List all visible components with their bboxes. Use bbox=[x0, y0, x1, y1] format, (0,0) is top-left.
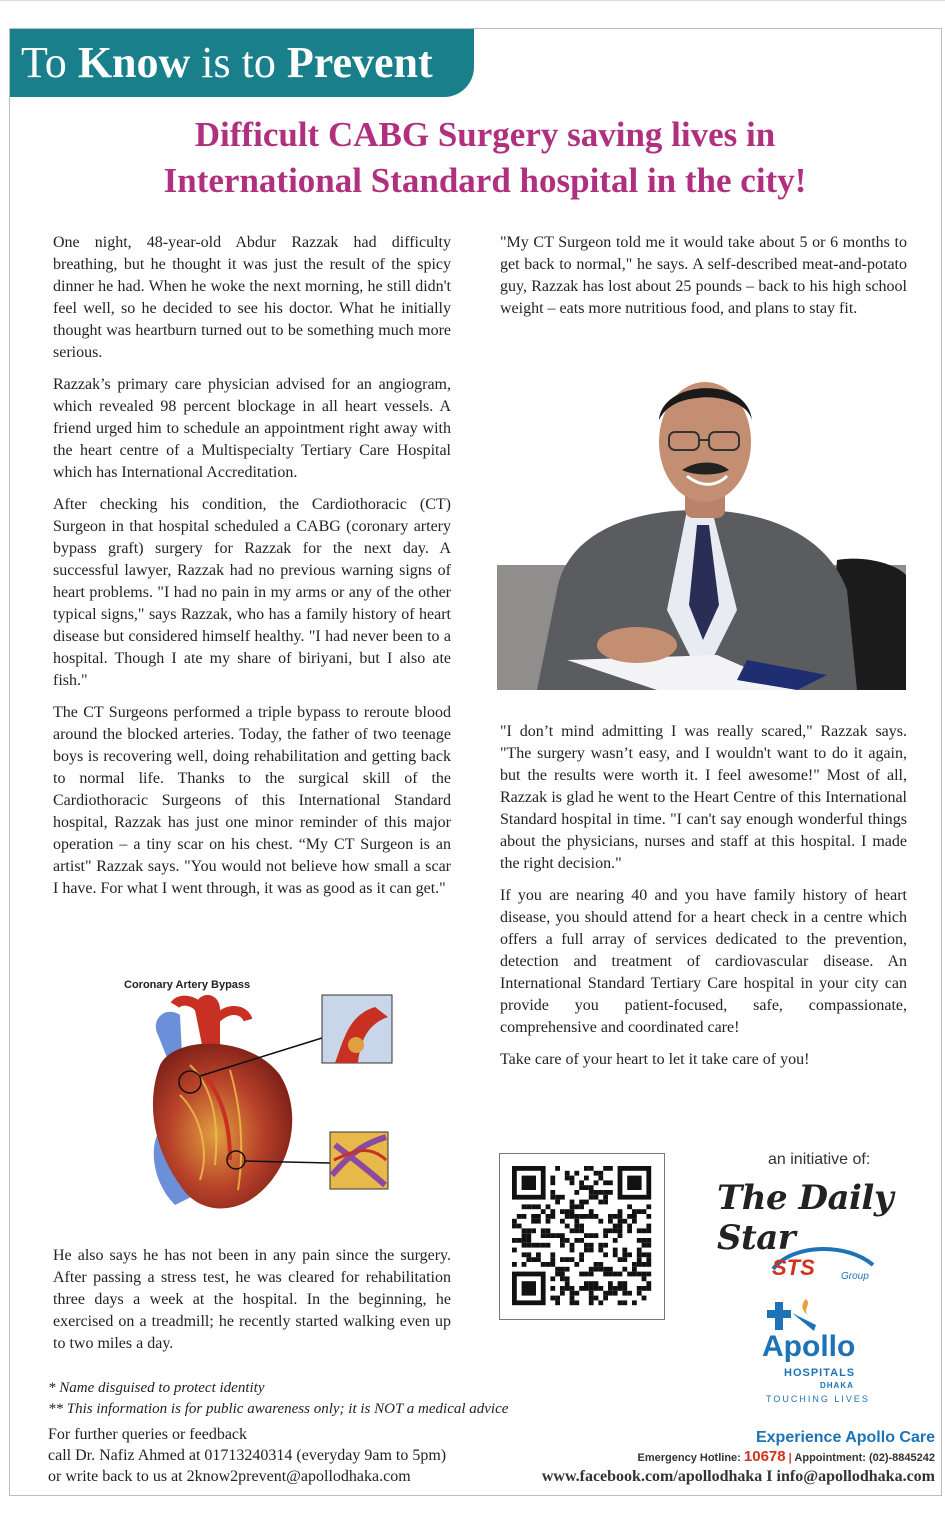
sts-logo-text: STS bbox=[772, 1255, 815, 1280]
hotline-number[interactable]: 10678 bbox=[743, 1448, 786, 1465]
paragraph: The CT Surgeons performed a triple bypass to reroute blood around the blocked arteries. Today, the father of two teenage boys is recovering well, doing rehabilitation and getting back to normal life. Thanks to the surgical skill of the Cardiothoracic Surgeons of this International Standard hospital, Razzak has just one minor reminder of this major operation – a tiny scar on his chest. “My CT Surgeon is an artist" Razzak says. "You would not believe how small a scar I have. For what I went through, it was as good as it can get." bbox=[53, 704, 451, 897]
headline-line2: International Standard hospital in the city! bbox=[163, 161, 807, 200]
paragraph: He also says he has not been in any pain since the surgery. After passing a stress test, he was cleared for rehabilitation three days a week at the hospital. In the beginning, he exercised on a treadmill; he recently started walking even up to two miles a day. bbox=[53, 1247, 451, 1352]
surgeon-photo bbox=[497, 360, 906, 690]
sts-group-logo bbox=[768, 1243, 878, 1289]
sts-group-text: Group bbox=[841, 1271, 869, 1282]
paragraph: "I don’t mind admitting I was really scared," Razzak says. "The surgery wasn’t easy, and I wouldn't want to do it again, but the results were worth it. I feel awesome!" Most of all, Razzak is glad he went to the Heart Centre of this International Standard hospital in time. "I can't say enough wonderful things about the physicians, nurses and staff at this hospital. I made the right decision." bbox=[500, 723, 907, 872]
hotline-bar: Emergency Hotline: 10678 | Appointment: (02)-8845242 bbox=[637, 1448, 935, 1465]
daily-star-logo: The Daily Star bbox=[717, 1178, 894, 1258]
diagram-title: Coronary Artery Bypass bbox=[124, 979, 251, 991]
left-column bbox=[53, 232, 451, 910]
surgeon-image bbox=[497, 360, 906, 690]
contact-line: For further queries or feedback bbox=[48, 1426, 248, 1443]
right-column-top bbox=[500, 232, 907, 330]
paragraph: Razzak’s primary care physician advised for an angiogram, which revealed 98 percent blockage in all heart vessels. A friend urged him to schedule an appointment right away with the heart centre of a Multispecialty Tertiary Care Hospital which has International Accreditation. bbox=[53, 376, 451, 481]
qr-code-icon bbox=[500, 1154, 664, 1319]
web-links: www.facebook.com/apollodhaka I info@apollodhaka.com bbox=[541, 1468, 935, 1485]
apollo-dhaka: DHAKA bbox=[820, 1381, 854, 1390]
apollo-hospitals: HOSPITALS bbox=[784, 1367, 856, 1379]
headline-line1: Difficult CABG Surgery saving lives in bbox=[194, 115, 776, 154]
bypass-diagram bbox=[120, 975, 420, 1225]
paragraph: Take care of your heart to let it take care of you! bbox=[500, 1051, 810, 1068]
paragraph: If you are nearing 40 and you have family history of heart disease, you should attend for a heart check in a centre which offers a full array of services dedicated to the prevention, detection and treatment of cardiovascular disease. An International Standard Tertiary Care hospital in your city can provide you patient-focused, safe, compassionate, comprehensive and coordinated care! bbox=[500, 887, 907, 1036]
facebook-link[interactable]: www.facebook.com/apollodhaka bbox=[541, 1468, 763, 1485]
apollo-emblem-icon bbox=[762, 1293, 874, 1333]
contact-info bbox=[48, 1424, 446, 1487]
top-rule bbox=[0, 0, 945, 1]
contact-line: call Dr. Nafiz Ahmed at 01713240314 (everyday 9am to 5pm) bbox=[48, 1447, 447, 1464]
banner: To Know is to Prevent bbox=[10, 29, 474, 97]
apollo-tagline: TOUCHING LIVES bbox=[766, 1394, 870, 1404]
experience-tagline: Experience Apollo Care bbox=[755, 1429, 935, 1446]
heart-illustration bbox=[120, 975, 420, 1225]
headline bbox=[60, 112, 910, 204]
footnote-2: ** This information is for public awareness only; it is NOT a medical advice bbox=[48, 1401, 509, 1417]
email-link[interactable]: info@apollodhaka.com bbox=[776, 1468, 935, 1485]
left-column-bottom bbox=[53, 1245, 451, 1365]
paragraph: After checking his condition, the Cardiothoracic (CT) Surgeon in that hospital scheduled a CABG (coronary artery bypass graft) surgery for Razzak for the next day. A successful lawyer, Razzak had no previous warning signs of heart problems. "I had no pain in my arms or any of the other typical signs," says Razzak, who has a family history of heart disease but considered himself healthy. "I had never been to a hospital. Though I ate my share of biriyani, but I also ate fish." bbox=[53, 496, 451, 689]
apollo-name: Apollo bbox=[762, 1330, 856, 1363]
footnotes bbox=[48, 1378, 508, 1420]
paragraph: "My CT Surgeon told me it would take about 5 or 6 months to get back to normal," he says. A self-described meat-and-potato guy, Razzak has lost about 25 pounds – back to his high school weight – eats more nutritious food, and plans to stay fit. bbox=[500, 234, 907, 317]
appointment-number[interactable]: Appointment: (02)-8845242 bbox=[794, 1452, 935, 1464]
right-column-bottom bbox=[500, 721, 907, 1081]
initiative-label: an initiative of: bbox=[768, 1151, 871, 1168]
contact-email[interactable]: or write back to us at 2know2prevent@apollodhaka.com bbox=[48, 1468, 411, 1485]
footnote-1: * Name disguised to protect identity bbox=[48, 1380, 265, 1396]
paragraph: One night, 48-year-old Abdur Razzak had difficulty breathing, but he thought it was just the result of the spicy dinner he had. When he woke the next morning, he still didn't feel well, so he decided to see his doctor. What he initially thought was heartburn turned out to be something much more serious. bbox=[53, 234, 451, 361]
qr-code[interactable] bbox=[499, 1153, 665, 1320]
